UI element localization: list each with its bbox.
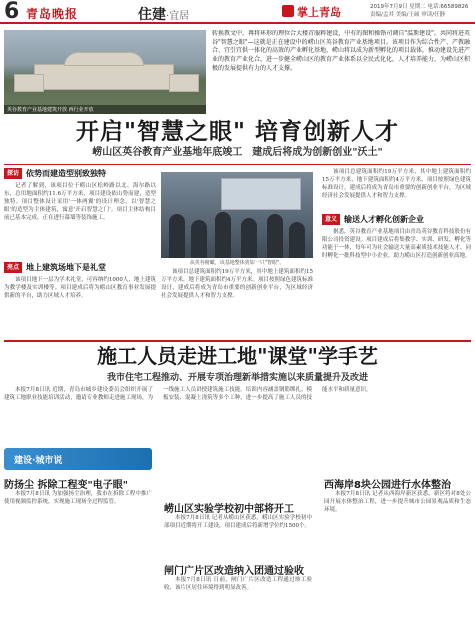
brief4-title: 西海岸8块公园进行水体整治 <box>324 480 451 491</box>
lower-body <box>4 386 471 444</box>
divider <box>4 164 471 165</box>
paper-name: 青岛晚报 <box>26 7 79 21</box>
issue-info <box>370 3 468 19</box>
page-number: 6 <box>4 0 20 24</box>
brief1-paragraph: 本报7月8日讯 为加强扬尘治理，我市在拆除工程中推广使用视频监控系统，实现施工现场全过程监管。 <box>4 491 152 505</box>
promo-label: 建设·城市说 <box>14 456 63 466</box>
lead-photo-caption: 英谷教育产业基地建筑开放 西行业开放 <box>4 105 206 114</box>
issue-editors: 责编/孟其 美编/王硕 审读/任静 <box>370 12 446 18</box>
col1-title: 依势而建造型别致独特 <box>26 169 107 178</box>
col3-body <box>322 228 471 336</box>
col1b-paragraph: 该项目地下一层为学术礼堂，可容纳约1000人，地上建筑为教学楼及实训楼等。项目建成后将为崂山区教育事业发展提供新的平台，助力区域人才培养。 <box>4 277 156 299</box>
brief3-title: 闸门广片区改造纳入团通过验收 <box>164 566 304 577</box>
col2-body <box>161 268 313 336</box>
col3-heading <box>322 214 424 225</box>
app-title: 掌上青岛 <box>297 6 341 19</box>
col3-tag: 意义 <box>322 214 340 225</box>
col3-top-body <box>322 168 471 210</box>
masthead <box>0 0 475 24</box>
col1b-heading <box>4 262 106 273</box>
col3-title: 输送人才孵化创新企业 <box>344 215 425 224</box>
brief1-title: 防扬尘 拆除工程变"电子眼" <box>4 480 128 491</box>
lead-photo <box>4 30 206 114</box>
col1-paragraph: 记者了解到，该项目位于崂山区松岭路以北、海尔路以东，总用地面积约11.6万平方米，项目建设依山势而建，造型独特。项目整体设计采用'一体两翼'的设计理念，以'智慧之眼'的造型为主体建筑，寓意'开启智慧之门'。项目主体结构目前已基本完成，正在进行幕墙等装饰施工。 <box>4 183 156 221</box>
site-photo-caption: 从英谷俯瞰，该基地整体犹如一只"智眼"。 <box>189 260 285 266</box>
brief1-body <box>4 490 152 614</box>
brief4-paragraph: 本报7月8日讯 记者从西海岸新区获悉，新区将对8处公园开展水体整治工程，进一步提升城市公园景观品质和生态环境。 <box>324 491 471 513</box>
brief2-title: 崂山区实验学校初中部将开工 <box>164 504 294 515</box>
section-main: 住建 <box>138 7 166 23</box>
col1-heading <box>4 168 106 179</box>
brief3-body <box>164 576 312 614</box>
brief2-paragraph: 本报7月8日讯 记者从崂山区获悉，崂山区实验学校初中部项目近期将开工建设，项目建成后将新增学位约1500个。 <box>164 515 312 529</box>
lead-paragraph: 转换教文中，再将环形的理位合大楼首服粹建设，中有的图和操铬司调自"温斯建设"。共同将进英谷"智慧之眼"—这就是正在建设中的崂山区英谷教育产业基地项目。该项目作为综合性产、产教融合、宜引宜供一体化的高效的产业孵化基地，崂山将以成为新型孵化的项目载体，推动建设先进产业的教育产业化合，进一步健全崂山区的教育产业体系以全民式化化，人才培养能力，为崂山区积极的发展提供有力的人才支撑。 <box>212 30 470 72</box>
section-title <box>138 4 189 24</box>
col3-paragraph: 据悉，英谷教育产业基地项目由青岛英谷教育科技股份有限公司投资建设。项目建成后将集教学、实训、研发、孵化等功能于一体，每年可为社会输送大量高素质技术技能人才，同时孵化一批科技型中小企业，助力崂山区打造创新创业高地。 <box>322 229 471 259</box>
col1-tag: 探访 <box>4 168 22 179</box>
site-photo <box>161 172 313 258</box>
brief3-paragraph: 本报7月8日讯 日前，闸门广片区改造工程通过竣工验收，该片区居住环境得到明显改善。 <box>164 577 312 591</box>
lower-headline: 施工人员走进工地"课堂"学手艺 <box>97 344 378 368</box>
lower-subheadline: 我市住宅工程推动、开展专项治理新举措实施以来质量提升及改进 <box>106 373 368 383</box>
main-subheadline: 崂山区英谷教育产业基地年底竣工 建成后将成为创新创业"沃土" <box>92 147 383 158</box>
brief4-body <box>324 490 471 614</box>
col1b-body <box>4 276 156 336</box>
lower-paragraph: 本报7月8日讯 近期，青岛市城乡建设委员会组织开展了建筑工地职业技能培训活动，邀请专业教师走进施工现场，为一线施工人员讲授建筑施工技能。培训内容涵盖钢筋绑扎、模板安装、混凝土浇筑等多个工种，进一步提高了施工人员的技能水平和质量意识。 <box>4 387 372 401</box>
promo-banner <box>4 448 152 470</box>
col1-body <box>4 182 156 258</box>
app-logo-icon <box>282 5 294 17</box>
section-suffix: ·宜居 <box>166 11 190 22</box>
col1b-title: 地上建筑场地下是礼堂 <box>26 263 107 272</box>
issue-date: 2019年7月9日 星期二 电话:66589826 <box>370 4 469 10</box>
brief2-body <box>164 514 312 556</box>
section-divider <box>4 340 471 342</box>
col1b-tag: 亮点 <box>4 262 22 273</box>
col3-top-paragraph: 该项目总建筑面积约19万平方米，其中地上建筑面积约15万平方米，地下建筑面积约4万平方米。项目按照绿色建筑标准设计，建成后将成为青岛市重要的创新创业平台，为区域经济社会发展提供人才和智力支撑。 <box>322 169 471 199</box>
main-headline: 开启"智慧之眼" 培育创新人才 <box>76 119 399 145</box>
col2-paragraph: 该项目总建筑面积约19万平方米，其中地上建筑面积约15万平方米，地下建筑面积约4万平方米。项目按照绿色建筑标准设计，建成后将成为青岛市重要的创新创业平台，为区域经济社会发展提供人才和智力支撑。 <box>161 269 313 299</box>
